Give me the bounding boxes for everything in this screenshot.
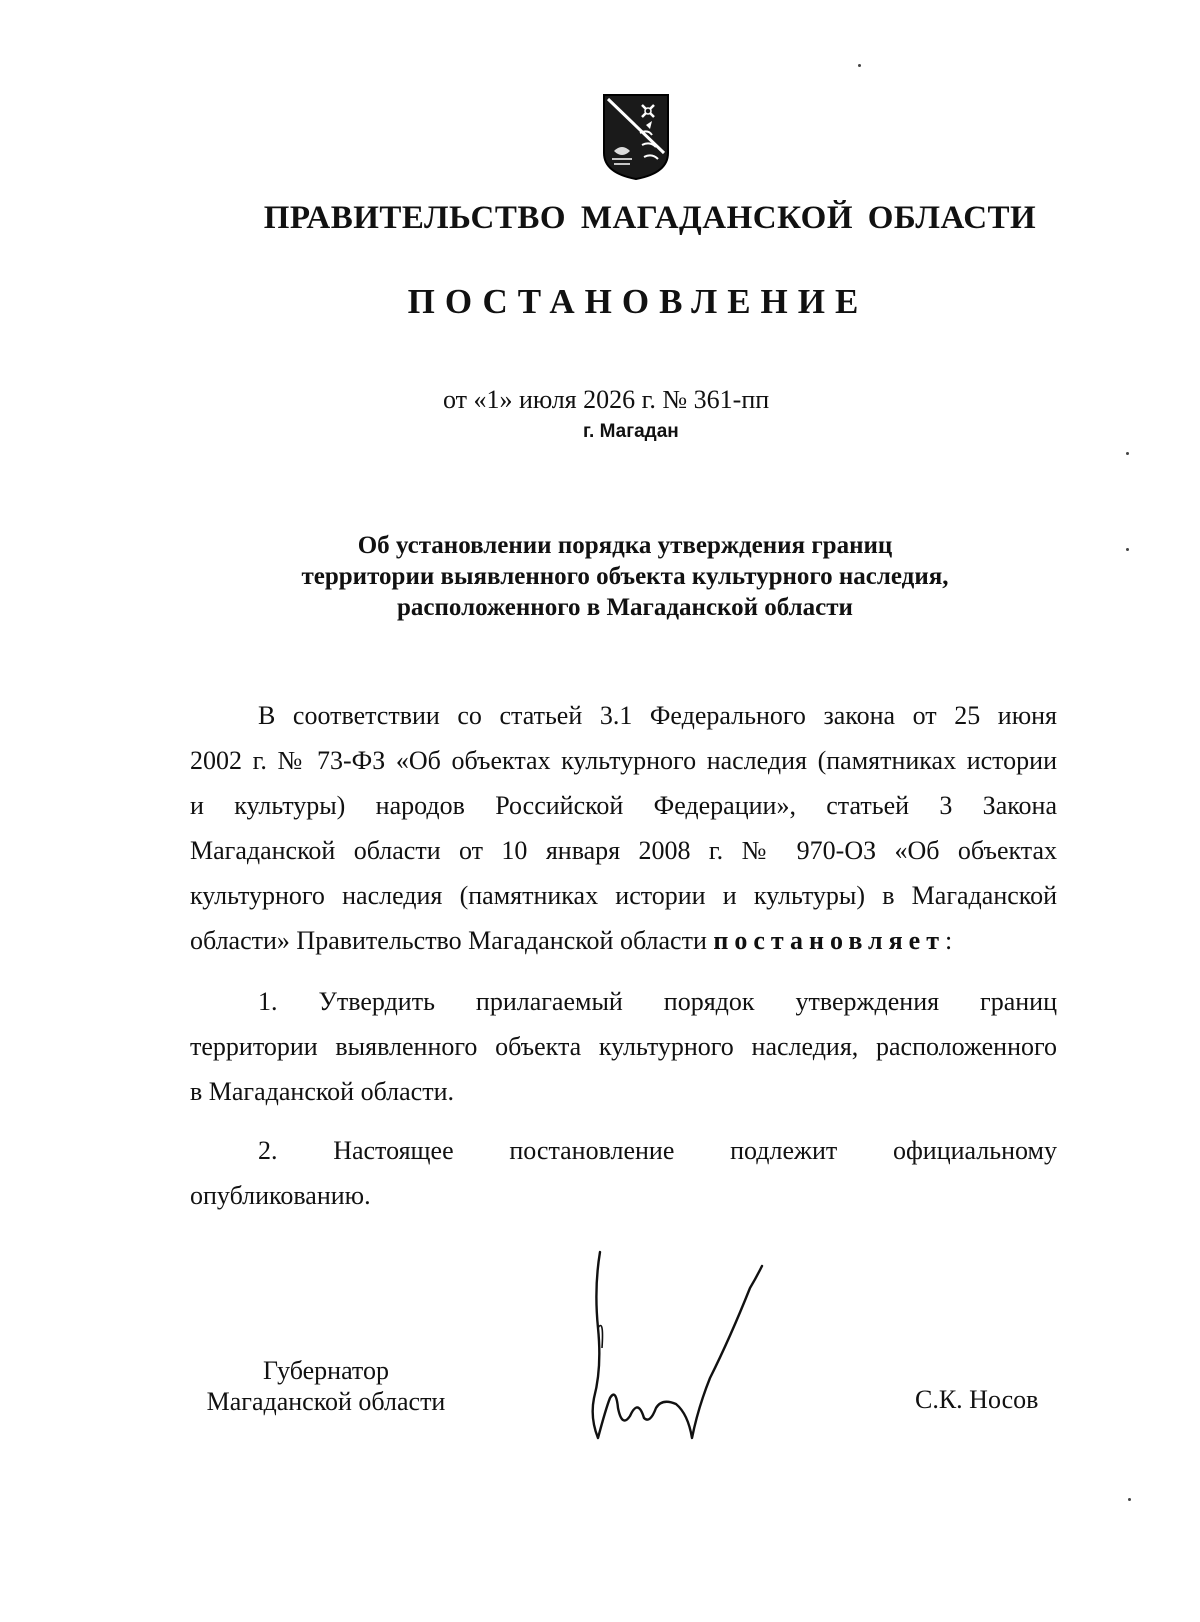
paragraph-line: 2. Настоящее постановление подлежит официальному: [258, 1136, 1057, 1165]
item-2-paragraph: [190, 1128, 1057, 1218]
paragraph-line: и культуры) народов Российской Федерации», статьей 3 Закона: [190, 791, 1057, 820]
subject-line: Об установлении порядка утверждения границ: [357, 532, 893, 559]
signer-name: С.К. Носов: [915, 1385, 1039, 1414]
handwritten-signature: [580, 1248, 780, 1448]
date-number-line: от «1» июля 2026 г. № 361-пп: [443, 385, 770, 414]
preamble-paragraph: [190, 693, 1057, 963]
signer-title: [196, 1355, 456, 1417]
item-1-paragraph: [190, 979, 1057, 1114]
scan-speck: [1128, 1498, 1131, 1501]
government-title: ПРАВИТЕЛЬСТВО МАГАДАНСКОЙ ОБЛАСТИ: [263, 200, 1037, 236]
subject-line: расположенного в Магаданской области: [397, 594, 853, 621]
paragraph-line: Магаданской области от 10 января 2008 г. № 970-ОЗ «Об объектах: [190, 836, 1057, 865]
document-type: ПОСТАНОВЛЕНИЕ: [407, 282, 869, 321]
subject-line: территории выявленного объекта культурного наследия,: [301, 563, 949, 590]
paragraph-line: 2002 г. № 73-ФЗ «Об объектах культурного наследия (памятниках истории: [190, 746, 1057, 775]
scan-speck: [1126, 548, 1129, 551]
scan-speck: [858, 64, 861, 67]
paragraph-line: территории выявленного объекта культурного наследия, расположенного: [190, 1032, 1057, 1061]
signer-title-line: Губернатор: [263, 1356, 389, 1385]
paragraph-line: 1. Утвердить прилагаемый порядок утверждения границ: [258, 987, 1057, 1016]
signer-title-line: Магаданской области: [206, 1387, 446, 1416]
paragraph-line: В соответствии со статьей 3.1 Федерального закона от 25 июня: [258, 701, 1057, 730]
resolves-word: постановляет: [713, 926, 945, 955]
paragraph-line: культурного наследия (памятниках истории и культуры) в Магаданской: [190, 881, 1057, 910]
paragraph-line: [190, 918, 1057, 963]
coat-of-arms-icon: [602, 93, 670, 181]
paragraph-line: в Магаданской области.: [190, 1077, 454, 1106]
document-subject: [230, 530, 1020, 623]
preamble-last-text: области» Правительство Магаданской области: [190, 926, 707, 955]
scan-speck: [1126, 452, 1129, 455]
city-label: г. Магадан: [583, 421, 679, 442]
paragraph-line: опубликованию.: [190, 1181, 371, 1210]
resolves-suffix: :: [945, 926, 953, 955]
